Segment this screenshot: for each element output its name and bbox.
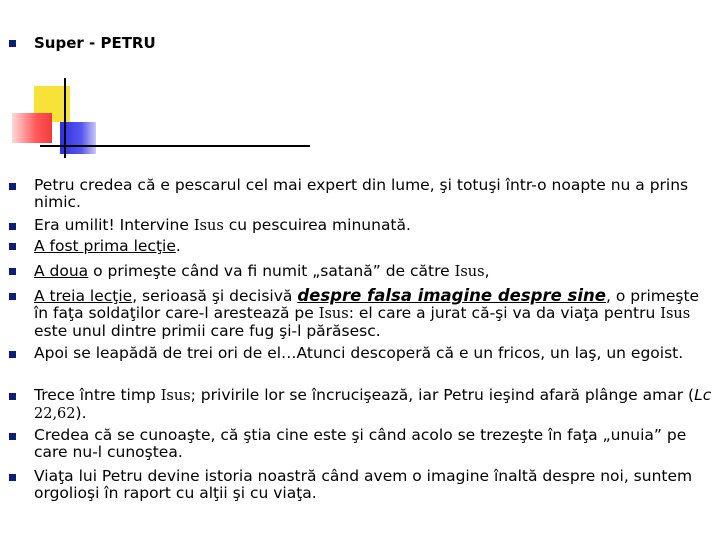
list-item — [34, 263, 714, 281]
item-text: Credea că se cunoaşte, că ştia cine este şi când acolo se trezeşte în faţa „unuia” pe care nu-l cunoştea. — [34, 426, 687, 461]
item-text: Trece între timp — [34, 386, 161, 404]
list-item — [34, 287, 714, 340]
horizontal-line — [40, 145, 310, 147]
list-item — [34, 217, 714, 235]
bullet — [9, 293, 16, 300]
list-item — [34, 177, 714, 211]
item-text: ). — [75, 404, 87, 422]
item-text: , — [484, 262, 490, 280]
item-text: . — [175, 237, 181, 255]
item-text: Petru credea că e pescarul cel mai expert din lume, şi totuşi într-o noapte nu a prins nimic. — [34, 176, 689, 211]
item-text: A treia lecţie — [34, 287, 133, 305]
list-item — [34, 427, 714, 461]
item-text: Isus — [454, 264, 485, 280]
item-text: : el care a jurat că-şi va da viaţa pentru — [348, 304, 661, 322]
item-text: Isus — [160, 388, 191, 404]
list-item — [34, 238, 714, 255]
item-text: Isus — [193, 218, 224, 234]
item-text: Era umilit! Intervine — [34, 216, 194, 234]
item-text: Isus — [318, 306, 349, 322]
list-item — [34, 387, 714, 423]
bullet — [9, 243, 16, 250]
item-text: ; privirile lor se încrucişează, iar Petru ieşind afară plânge amar ( — [190, 386, 695, 404]
bullet — [9, 223, 16, 230]
item-text: Apoi se leapădă de trei ori de el…Atunci descoperă că e un fricos, un laş, un egoist. — [34, 344, 684, 362]
item-text: o primeşte când va fi numit „satană” de către — [88, 262, 455, 280]
title-bullet — [9, 40, 16, 47]
bullet — [9, 474, 16, 481]
item-text: Lc — [694, 386, 712, 404]
bullet — [9, 393, 16, 400]
item-text: este unul dintre primii care fug şi-l părăsesc. — [34, 322, 381, 340]
slide-title: Super - PETRU — [34, 34, 156, 52]
item-text: cu pescuirea minunată. — [223, 216, 411, 234]
list-item — [34, 468, 714, 502]
item-text: Isus — [660, 306, 691, 322]
item-text: A doua — [34, 262, 89, 280]
item-text: , o primeşte în faţa soldaţilor care-l arestează pe — [34, 287, 700, 322]
bullet — [9, 351, 16, 358]
list-item — [34, 345, 714, 362]
bullet — [9, 268, 16, 275]
bullet — [9, 433, 16, 440]
bullet — [9, 183, 16, 190]
item-text: despre falsa imagine despre sine — [297, 286, 606, 305]
item-text: , serioasă şi decisivă — [132, 287, 298, 305]
red-square — [12, 113, 52, 143]
item-text: 22,62 — [34, 406, 76, 422]
item-text: A fost prima lecţie — [34, 237, 176, 255]
item-text: Viaţa lui Petru devine istoria noastră când avem o imagine înaltă despre noi, suntem orgolioşi în raport cu alţii şi cu viaţa. — [34, 467, 693, 502]
